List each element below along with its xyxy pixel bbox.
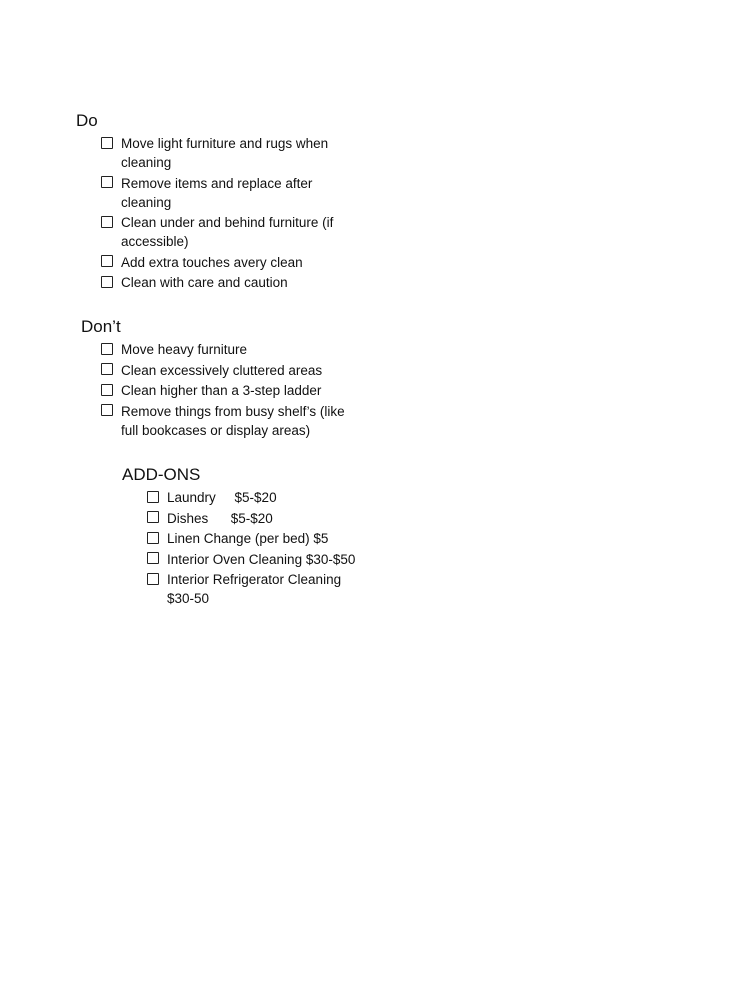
dont-item-1 — [101, 340, 361, 359]
do-item-3 — [101, 213, 351, 251]
checkbox[interactable] — [101, 384, 113, 396]
dont-heading: Don’t — [81, 317, 121, 336]
addon-item-2 — [147, 509, 357, 528]
addon-item-5 — [147, 570, 357, 608]
addon-item-text: Linen Change (per bed) $5 — [167, 531, 329, 546]
checkbox[interactable] — [101, 404, 113, 416]
checkbox[interactable] — [101, 137, 113, 149]
addon-item-4 — [147, 550, 357, 569]
addon-item-3 — [147, 529, 357, 548]
dont-item-text: Move heavy furniture — [121, 342, 248, 357]
dont-list — [101, 340, 361, 440]
do-item-text: Remove items and replace after cleaning — [121, 175, 317, 210]
addon-item-1 — [147, 488, 357, 507]
dont-item-text: Remove things from busy shelf’s (like full bookcases or display areas) — [121, 403, 349, 438]
do-item-text: Move light furniture and rugs when cleaning — [121, 136, 332, 170]
do-item-text: Clean under and behind furniture (if accessible) — [121, 215, 338, 249]
dont-item-4 — [101, 402, 361, 440]
addon-item-text: Dishes $5-$20 — [167, 510, 273, 526]
checkbox[interactable] — [101, 176, 113, 188]
addons-list — [147, 488, 357, 608]
addon-item-text: Interior Refrigerator Cleaning $30-50 — [167, 572, 345, 606]
addons-section — [122, 465, 357, 610]
do-item-5 — [101, 273, 351, 292]
dont-section — [81, 317, 361, 441]
do-item-2 — [101, 174, 351, 212]
checkbox[interactable] — [101, 255, 113, 267]
checkbox[interactable] — [101, 363, 113, 375]
do-item-4 — [101, 253, 351, 272]
addons-heading: ADD-ONS — [122, 465, 201, 484]
checkbox[interactable] — [147, 491, 159, 503]
checkbox[interactable] — [147, 552, 159, 564]
do-heading: Do — [76, 111, 98, 130]
dont-item-3 — [101, 381, 361, 400]
checkbox[interactable] — [101, 343, 113, 355]
do-section — [76, 111, 351, 294]
do-item-text: Clean with care and caution — [121, 275, 288, 290]
do-list — [101, 134, 351, 292]
checkbox[interactable] — [147, 511, 159, 523]
checkbox[interactable] — [147, 532, 159, 544]
dont-item-2 — [101, 361, 361, 380]
checkbox[interactable] — [147, 573, 159, 585]
checkbox[interactable] — [101, 216, 113, 228]
addon-item-text: Interior Oven Cleaning $30-$50 — [167, 551, 356, 567]
dont-item-text: Clean excessively cluttered areas — [121, 362, 323, 378]
dont-item-text: Clean higher than a 3-step ladder — [121, 383, 322, 398]
checkbox[interactable] — [101, 276, 113, 288]
do-item-1 — [101, 134, 351, 172]
do-item-text: Add extra touches avery clean — [121, 254, 303, 270]
addon-item-text: Laundry $5-$20 — [167, 490, 277, 505]
